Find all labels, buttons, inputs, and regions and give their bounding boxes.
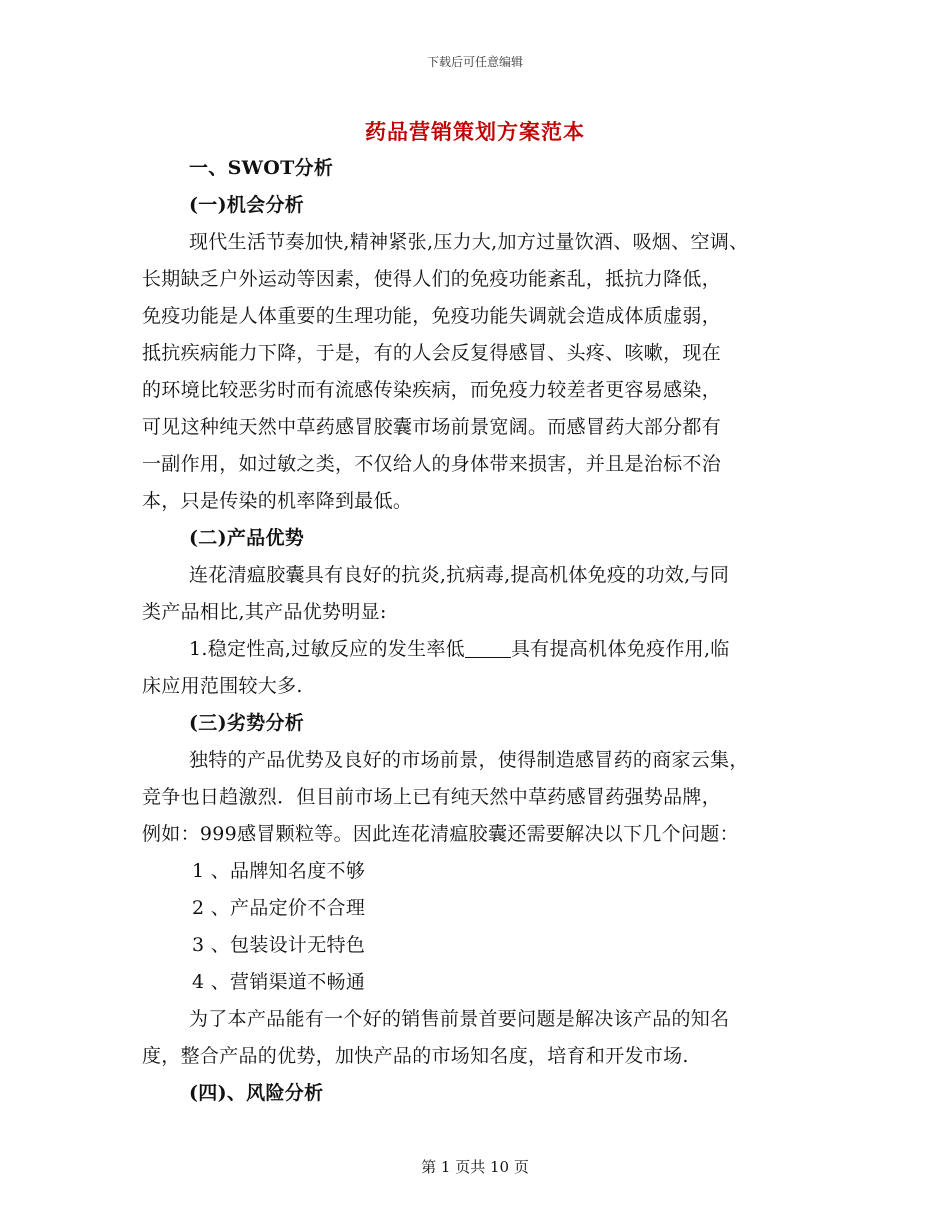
- paragraph-line: 长期缺乏户外运动等因素，使得人们的免疫功能紊乱，抵抗力降低，: [142, 268, 722, 290]
- list-item: [142, 631, 822, 668]
- paragraph-line: 的环境比较恶劣时而有流感传染疾病，而免疫力较差者更容易感染，: [142, 379, 722, 401]
- paragraph-line: 一副作用，如过敏之类，不仅给人的身体带来损害，并且是治标不治: [142, 453, 722, 475]
- paragraph-line: 免疫功能是人体重要的生理功能，免疫功能失调就会造成体质虚弱，: [142, 305, 722, 327]
- paragraph-line: 床应用范围较大多.: [142, 675, 303, 697]
- paragraph-line: 度，整合产品的优势，加快产品的市场知名度，培育和开发市场.: [142, 1045, 689, 1067]
- paragraph-line: 现代生活节奏加快,精神紧张,压力大,加方过量饮酒、吸烟、空调、: [189, 231, 749, 253]
- list-item: 1 、品牌知名度不够: [192, 860, 366, 882]
- subheading-weakness: (三)劣势分析: [189, 712, 305, 734]
- list-item: 3 、包装设计无特色: [192, 934, 366, 956]
- paragraph-line: 本，只是传染的机率降到最低。: [142, 490, 413, 512]
- document-title: 药品营销策划方案范本: [365, 119, 585, 144]
- list-item: 2 、产品定价不合理: [192, 897, 366, 919]
- blank-underline: [465, 637, 511, 658]
- paragraph-line: 连花清瘟胶囊具有良好的抗炎,抗病毒,提高机体免疫的功效,与同: [189, 564, 730, 586]
- section-heading-swot: 一、SWOT分析: [189, 157, 334, 179]
- paragraph-line: 例如：999感冒颗粒等。因此连花清瘟胶囊还需要解决以下几个问题：: [142, 823, 739, 845]
- page-header: 下载后可任意编辑: [426, 55, 523, 69]
- list-item-text: 1.稳定性高,过敏反应的发生率低: [189, 638, 465, 660]
- document-body: [142, 150, 822, 1112]
- paragraph-line: 类产品相比,其产品优势明显:: [142, 601, 387, 623]
- paragraph-line: 为了本产品能有一个好的销售前景首要问题是解决该产品的知名: [189, 1008, 730, 1030]
- list-item: 4 、营销渠道不畅通: [192, 971, 366, 993]
- paragraph-line: 竞争也日趋激烈．但目前市场上已有纯天然中草药感冒药强势品牌，: [142, 786, 722, 808]
- page-footer: 第 1 页共 10 页: [421, 1158, 529, 1176]
- paragraph-line: 独特的产品优势及良好的市场前景，使得制造感冒药的商家云集，: [189, 749, 749, 771]
- list-item-text: 具有提高机体免疫作用,临: [510, 638, 730, 660]
- subheading-risk: (四)、风险分析: [189, 1082, 324, 1104]
- paragraph-line: 可见这种纯天然中草药感冒胶囊市场前景宽阔。而感冒药大部分都有: [142, 416, 722, 438]
- subheading-advantage: (二)产品优势: [189, 527, 305, 549]
- subheading-opportunity: (一)机会分析: [189, 194, 305, 216]
- paragraph-line: 抵抗疾病能力下降，于是，有的人会反复得感冒、头疼、咳嗽，现在: [142, 342, 722, 364]
